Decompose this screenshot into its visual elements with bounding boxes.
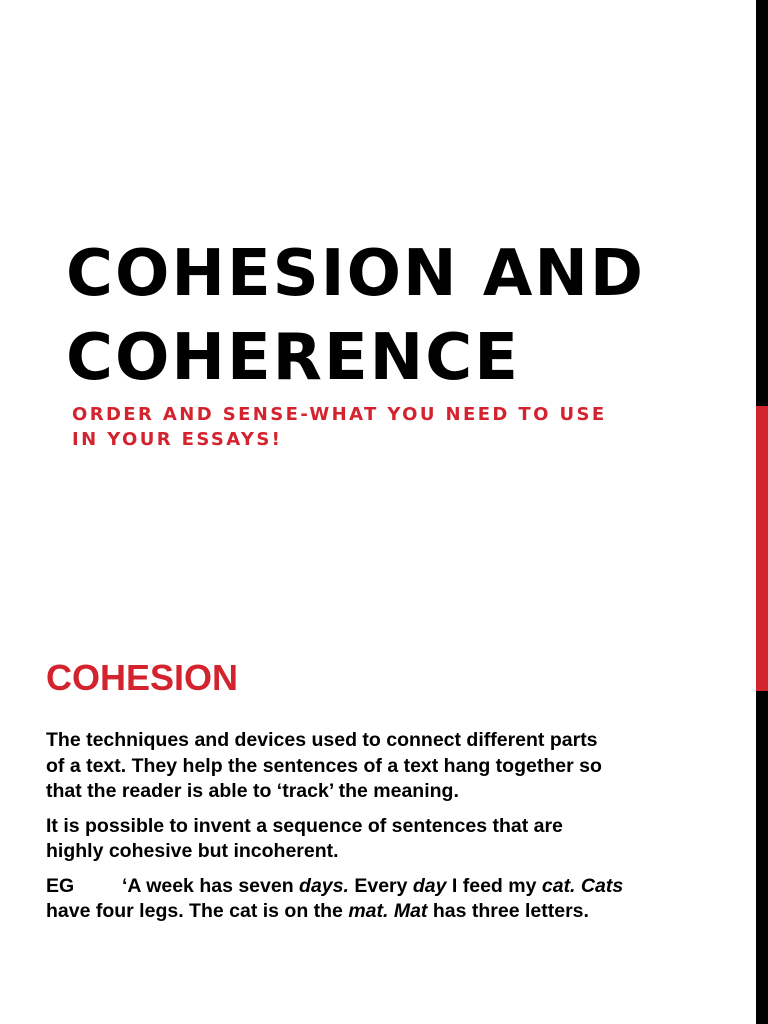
cohesion-heading: COHESION bbox=[46, 657, 239, 698]
paragraph-incoherent bbox=[46, 814, 696, 865]
subtitle-line-2: IN YOUR ESSAYS! bbox=[72, 429, 283, 450]
example-label: EG bbox=[46, 874, 75, 897]
title-line-2: COHERENCE bbox=[66, 321, 520, 395]
example-days: days. bbox=[299, 874, 349, 897]
slide-title-heading bbox=[66, 232, 746, 400]
edge-bar-red bbox=[756, 406, 768, 691]
example-day: day bbox=[412, 874, 447, 897]
slide-subtitle bbox=[72, 402, 712, 452]
paragraph-example bbox=[46, 874, 696, 925]
example-mat-mat: mat. Mat bbox=[348, 900, 428, 922]
example-cat-cats: cat. Cats bbox=[541, 874, 624, 897]
title-line-1: COHESION AND bbox=[66, 237, 646, 311]
edge-bar-black-top bbox=[756, 0, 768, 406]
example-text-2: Every bbox=[348, 874, 413, 897]
example-text-1: ‘A week has seven bbox=[122, 874, 300, 897]
paragraph-1-line-1: The techniques and devices used to connect different parts bbox=[46, 729, 598, 751]
paragraph-definition bbox=[46, 728, 696, 805]
cohesion-body bbox=[46, 728, 696, 934]
subtitle-line-1: ORDER AND SENSE-WHAT YOU NEED TO USE bbox=[72, 404, 607, 425]
paragraph-1-line-3: that the reader is able to ‘track’ the meaning. bbox=[46, 780, 459, 802]
example-text-3: I feed my bbox=[446, 874, 542, 897]
example-text-5: has three letters. bbox=[427, 900, 589, 922]
paragraph-2-line-2: highly cohesive but incoherent. bbox=[46, 840, 339, 862]
example-text-4: have four legs. The cat is on the bbox=[46, 900, 349, 922]
paragraph-2-line-1: It is possible to invent a sequence of sentences that are bbox=[46, 814, 563, 837]
paragraph-1-line-2: of a text. They help the sentences of a text hang together so bbox=[46, 754, 602, 777]
edge-bar-black-bottom bbox=[756, 691, 768, 1024]
